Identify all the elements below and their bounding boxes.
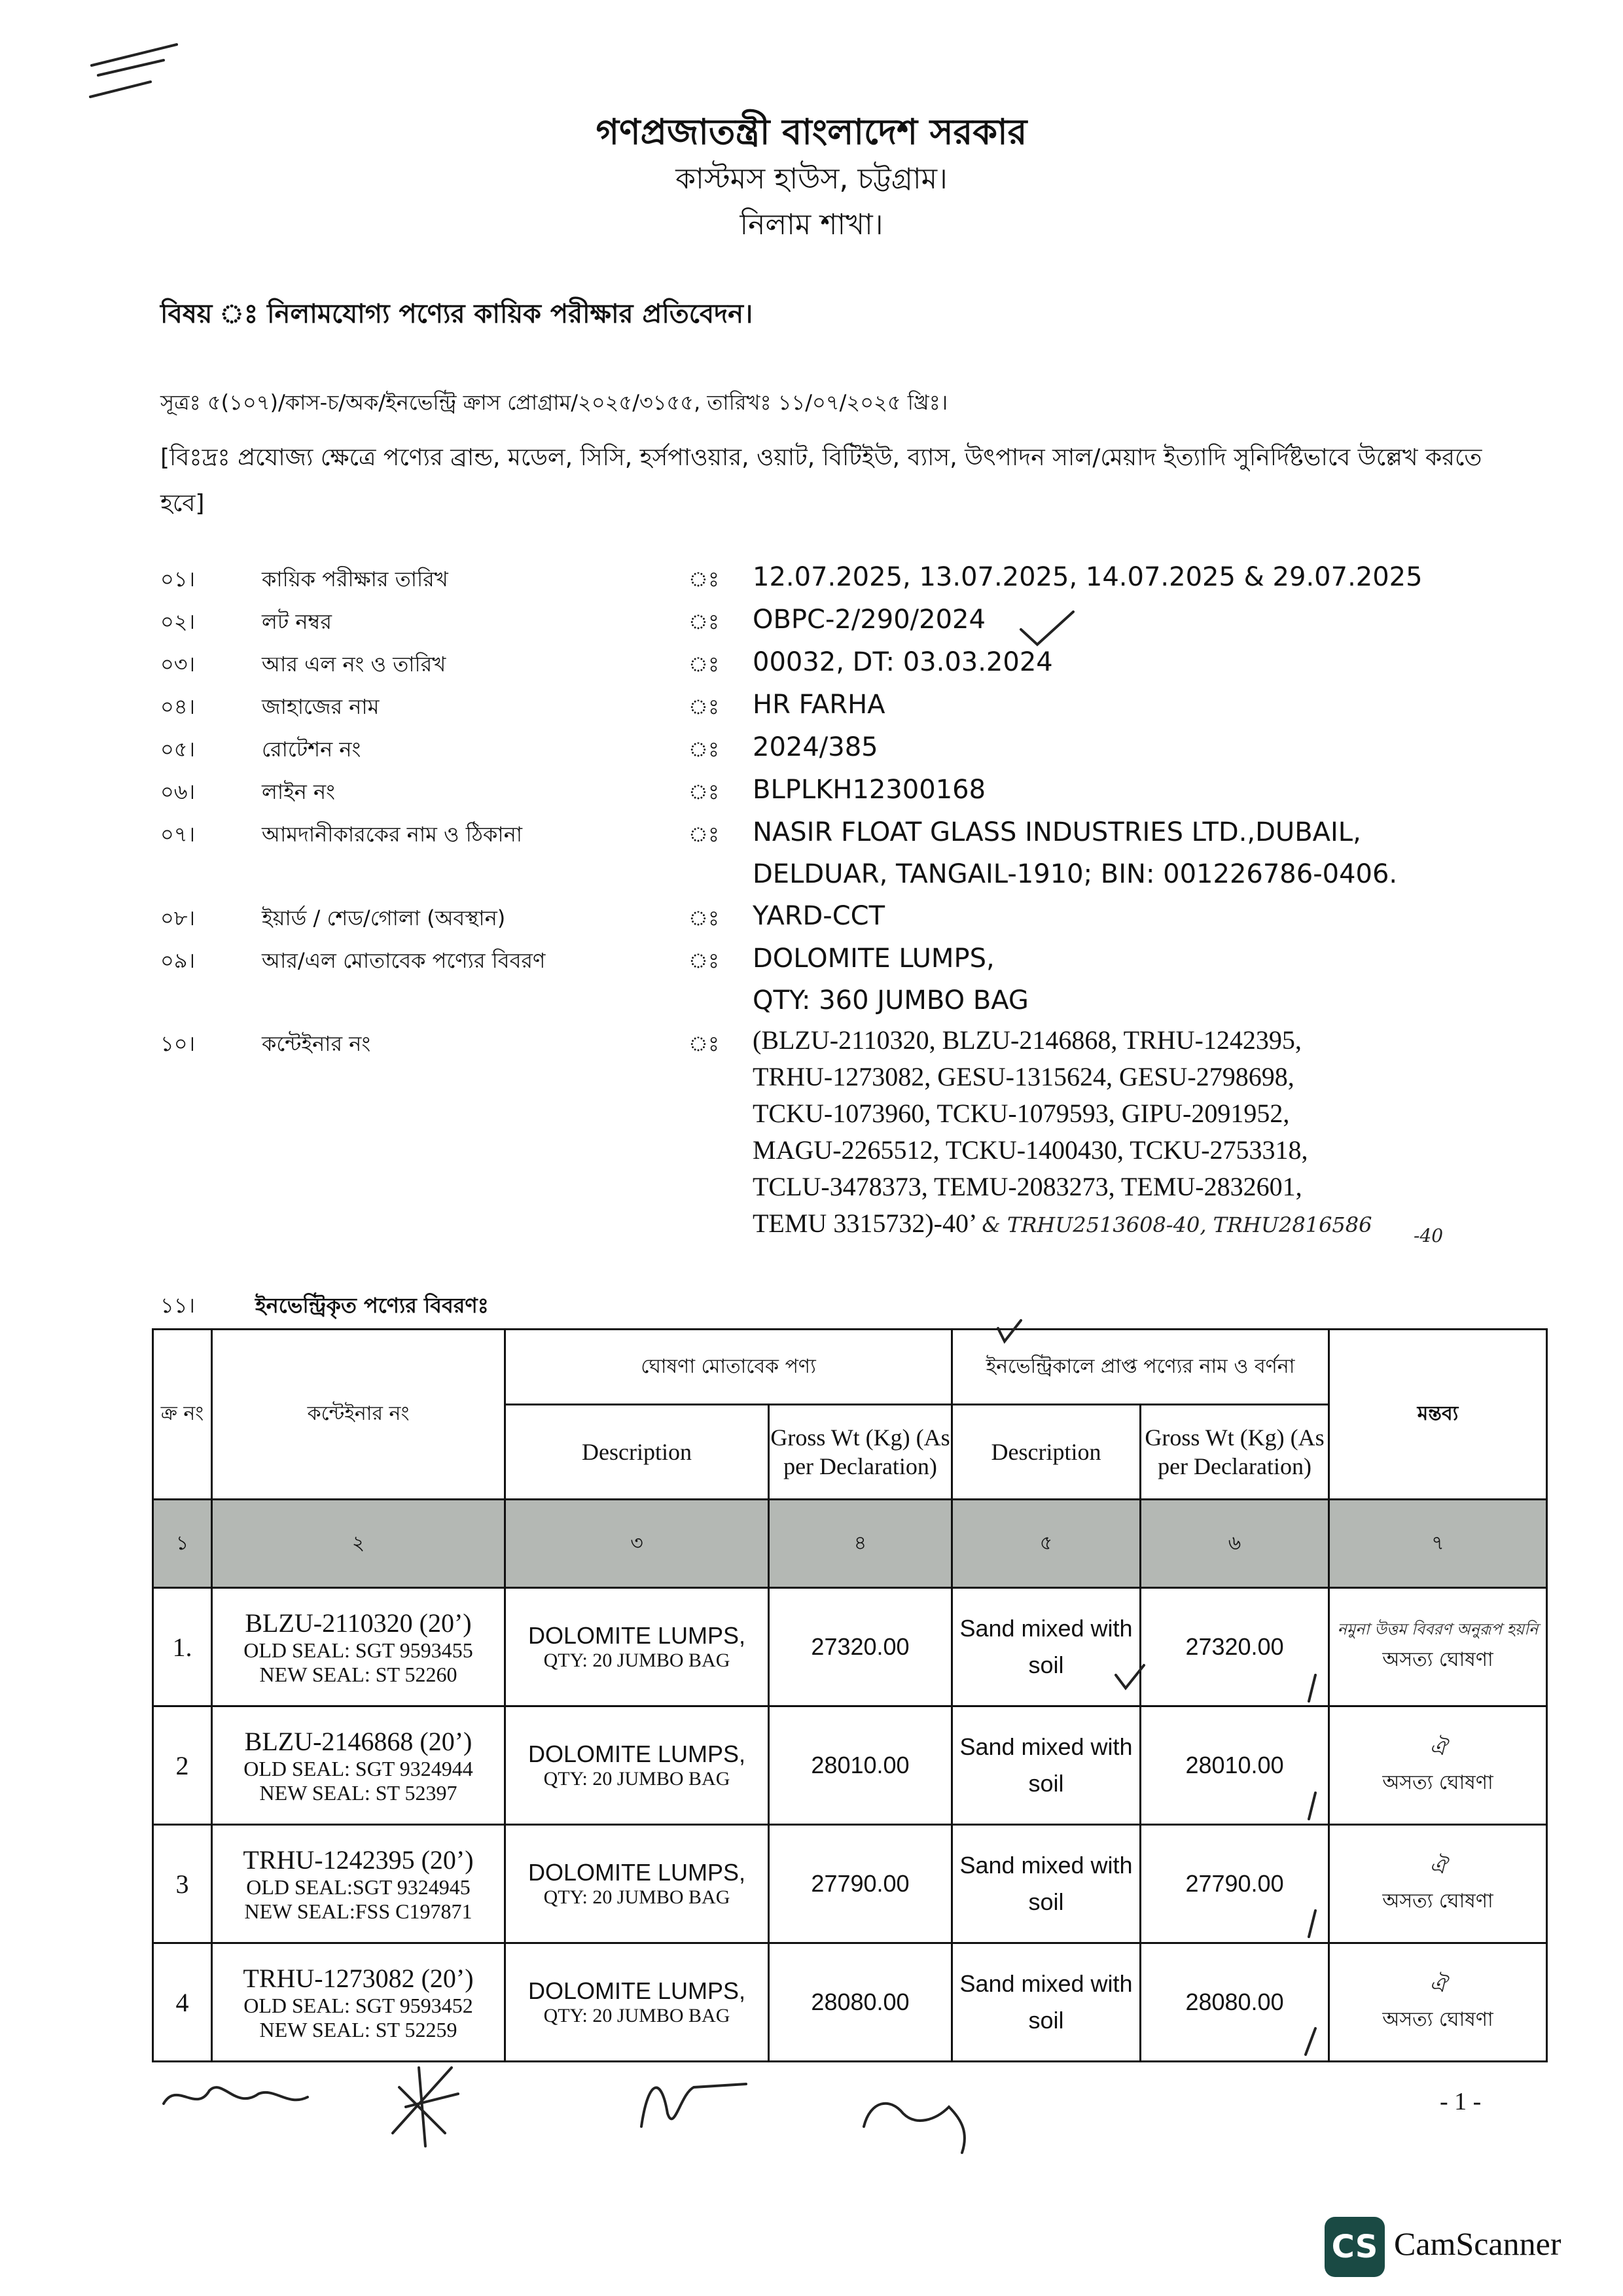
page-number: - 1 -	[1440, 2088, 1482, 2115]
row-found-weight: 27790.00	[1141, 1825, 1329, 1943]
item-value-rl-number: 00032, DT: 03.03.2024	[753, 647, 1053, 677]
header-office: কাস্টমস হাউস, চট্টগ্রাম।	[675, 162, 948, 196]
item-number: ০২।	[160, 609, 196, 634]
remark-text: অসত্য ঘোষণা	[1382, 1771, 1493, 1794]
new-seal: NEW SEAL: ST 52397	[259, 1780, 457, 1805]
row-found-description: Sand mixed with soil	[952, 1706, 1141, 1825]
tick-mark-icon	[1021, 612, 1073, 645]
item-value-line-number: BLPLKH12300168	[753, 775, 986, 805]
goods-quantity: QTY: 20 JUMBO BAG	[543, 1886, 730, 1908]
section-11-number: ১১।	[160, 1293, 195, 1318]
item-colon: ঃ	[688, 822, 720, 847]
item-value-goods-description: DOLOMITE LUMPS, QTY: 360 JUMBO BAG	[753, 944, 1029, 1016]
container-number: TRHU-1242395 (20’)	[243, 1845, 474, 1875]
header-description: Description	[505, 1405, 769, 1500]
handwritten-remark: ঐ	[1429, 1853, 1446, 1879]
old-seal: OLD SEAL: SGT 9593455	[243, 1638, 473, 1662]
column-number: ৪	[769, 1500, 952, 1588]
item-number: ০৫।	[160, 737, 196, 762]
header-remarks: মন্তব্য	[1329, 1330, 1547, 1500]
signature-4	[864, 2104, 965, 2153]
signature-3	[641, 2084, 746, 2127]
new-seal: NEW SEAL:FSS C197871	[244, 1899, 473, 1923]
item-colon: ঃ	[688, 906, 720, 930]
goods-quantity: QTY: 20 JUMBO BAG	[543, 1650, 730, 1671]
item-number: ০১।	[160, 567, 196, 592]
container-line: MAGU-2265512, TCKU-1400430, TCKU-2753318,	[753, 1135, 1308, 1165]
goods-quantity: QTY: 20 JUMBO BAG	[543, 1768, 730, 1790]
item-label: আর/এল মোতাবেক পণ্যের বিবরণ	[262, 948, 546, 973]
column-number: ২	[212, 1500, 505, 1588]
item-label: রোটেশন নং	[262, 737, 361, 762]
handwritten-remark: ঐ	[1429, 1735, 1446, 1760]
old-seal: OLD SEAL:SGT 9324945	[246, 1875, 471, 1899]
goods-quantity: QTY: 20 JUMBO BAG	[543, 2005, 730, 2026]
item-number: ০৭।	[160, 822, 196, 847]
header-container: কন্টেইনার নং	[212, 1330, 505, 1500]
row-found-weight: 27320.00	[1141, 1588, 1329, 1706]
container-line: TRHU-1273082, GESU-1315624, GESU-2798698,	[753, 1062, 1294, 1091]
container-line: TCLU-3478373, TEMU-2083273, TEMU-2832601,	[753, 1172, 1302, 1201]
new-seal: NEW SEAL: ST 52260	[259, 1662, 457, 1686]
old-seal: OLD SEAL: SGT 9593452	[243, 1993, 473, 2017]
new-seal: NEW SEAL: ST 52259	[259, 2017, 457, 2041]
item-colon: ঃ	[688, 567, 720, 592]
row-found-weight: 28080.00	[1141, 1943, 1329, 2062]
reference-line: সূত্রঃ ৫(১০৭)/কাস-চ/অক/ইনভেন্ট্রি ক্রাস প্রোগ্রাম/২০২৫/৩১৫৫, তারিখঃ ১১/০৭/২০২৫ খ্রিঃ।	[160, 390, 948, 415]
container-number: BLZU-2146868 (20’)	[244, 1726, 473, 1756]
header-serial: ক্র নং	[153, 1330, 212, 1500]
row-declared-weight: 28080.00	[769, 1943, 952, 2062]
row-found-description: Sand mixed with soil	[952, 1588, 1141, 1706]
column-number: ১	[153, 1500, 212, 1588]
header-declared-goods: ঘোষণা মোতাবেক পণ্য	[505, 1330, 952, 1405]
row-declared-weight: 27320.00	[769, 1588, 952, 1706]
item-label: আর এল নং ও তারিখ	[262, 652, 446, 677]
item-label: কন্টেইনার নং	[262, 1031, 371, 1056]
item-value-location: YARD-CCT	[753, 901, 885, 931]
item-number: ০৩।	[160, 652, 196, 677]
column-number: ৬	[1141, 1500, 1329, 1588]
subject-line: বিষয় ঃ নিলামযোগ্য পণ্যের কায়িক পরীক্ষার প্রতিবেদন।	[160, 299, 753, 329]
corner-pen-mark	[92, 44, 177, 65]
handwritten-container-addition-suffix: -40	[1414, 1225, 1444, 1246]
row-serial: 4	[153, 1943, 212, 2062]
column-number: ৭	[1329, 1500, 1547, 1588]
item-label: আমদানীকারকের নাম ও ঠিকানা	[262, 822, 523, 847]
header-government: গণপ্রজাতন্ত্রী বাংলাদেশ সরকার	[596, 111, 1027, 152]
column-number: ৩	[505, 1500, 769, 1588]
container-number: BLZU-2110320 (20’)	[245, 1608, 472, 1638]
item-value-importer: NASIR FLOAT GLASS INDUSTRIES LTD.,DUBAIL, DELDUAR, TANGAIL-1910; BIN: 001226786-0406.	[753, 817, 1398, 889]
header-gross-weight: Gross Wt (Kg) (As per Declaration)	[769, 1405, 952, 1500]
row-serial: 2	[153, 1706, 212, 1825]
tick-mark-icon	[1306, 1675, 1315, 2055]
item-label: কায়িক পরীক্ষার তারিখ	[262, 567, 448, 592]
camscanner-logo-icon: CS	[1325, 2217, 1385, 2277]
item-colon: ঃ	[688, 694, 720, 719]
remark-text: অসত্য ঘোষণা	[1382, 1889, 1493, 1913]
header-section: নিলাম শাখা।	[740, 208, 883, 241]
goods-name: DOLOMITE LUMPS,	[527, 1859, 746, 1886]
container-line: TCKU-1073960, TCKU-1079593, GIPU-2091952,	[753, 1099, 1290, 1128]
item-number: ১০।	[160, 1031, 196, 1056]
section-11-title: ইনভেন্ট্রিকৃত পণ্যের বিবরণঃ	[255, 1293, 489, 1318]
item-number: ০৬।	[160, 779, 196, 804]
handwritten-remark: নমুনা উত্তম বিবরণ অনুরূপ হয়নি	[1337, 1619, 1539, 1638]
tick-mark-icon	[998, 1320, 1021, 1341]
handwritten-container-addition: & TRHU2513608-40, TRHU2816586	[982, 1212, 1372, 1237]
item-value-vessel: HR FARHA	[753, 690, 885, 720]
handwritten-remark: ঐ	[1429, 1971, 1446, 1997]
note-paragraph: [বিঃদ্রঃ প্রযোজ্য ক্ষেত্রে পণ্যের ব্রান্ড, মডেল, সিসি, হর্সপাওয়ার, ওয়াট, বিটিইউ, ব্যাস, উৎপাদন সাল/মেয়াদ ইত্যাদি সুনির্দিষ্টভাবে উল্লেখ করতে হবে]	[160, 444, 1482, 517]
column-number: ৫	[952, 1500, 1141, 1588]
goods-name: DOLOMITE LUMPS,	[527, 1622, 746, 1649]
corner-pen-mark	[90, 82, 151, 97]
item-number: ০৯।	[160, 948, 196, 973]
row-declared-weight: 28010.00	[769, 1706, 952, 1825]
item-colon: ঃ	[688, 737, 720, 762]
goods-name: DOLOMITE LUMPS,	[527, 1740, 746, 1767]
item-colon: ঃ	[688, 609, 720, 634]
row-declared-weight: 27790.00	[769, 1825, 952, 1943]
row-found-description: Sand mixed with soil	[952, 1943, 1141, 2062]
item-colon: ঃ	[688, 1031, 720, 1056]
item-colon: ঃ	[688, 948, 720, 973]
item-label: লট নম্বর	[262, 609, 332, 634]
row-found-weight: 28010.00	[1141, 1706, 1329, 1825]
item-value-exam-dates: 12.07.2025, 13.07.2025, 14.07.2025 & 29.07.2025	[753, 562, 1423, 592]
container-line: TEMU 3315732)-40’	[753, 1209, 976, 1238]
row-serial: 1.	[153, 1588, 212, 1706]
item-number: ০৮।	[160, 906, 196, 930]
camscanner-watermark: CamScanner	[1394, 2225, 1561, 2262]
header-found-gross-weight: Gross Wt (Kg) (As per Declaration)	[1141, 1405, 1329, 1500]
row-serial: 3	[153, 1825, 212, 1943]
item-label: ইয়ার্ড / শেড/গোলা (অবস্থান)	[262, 906, 506, 930]
signature-1	[164, 2087, 308, 2104]
old-seal: OLD SEAL: SGT 9324944	[243, 1756, 473, 1780]
item-label: জাহাজের নাম	[262, 694, 380, 719]
remark-text: অসত্য ঘোষণা	[1382, 1648, 1493, 1671]
header-found-goods: ইনভেন্ট্রিকালে প্রাপ্ত পণ্যের নাম ও বর্ণনা	[952, 1330, 1329, 1405]
container-line: (BLZU-2110320, BLZU-2146868, TRHU-1242395,	[753, 1025, 1302, 1055]
remark-text: অসত্য ঘোষণা	[1382, 2007, 1493, 2031]
item-label: লাইন নং	[262, 779, 335, 804]
item-colon: ঃ	[688, 779, 720, 804]
tick-mark-icon	[1116, 1665, 1144, 1688]
item-value-rotation: 2024/385	[753, 732, 878, 762]
signature-2	[393, 2068, 458, 2146]
item-colon: ঃ	[688, 652, 720, 677]
item-number: ০৪।	[160, 694, 196, 719]
header-found-description: Description	[952, 1405, 1141, 1500]
row-found-description: Sand mixed with soil	[952, 1825, 1141, 1943]
item-value-lot-number: OBPC-2/290/2024	[753, 605, 986, 635]
goods-name: DOLOMITE LUMPS,	[527, 1977, 746, 2004]
container-number: TRHU-1273082 (20’)	[243, 1963, 474, 1993]
